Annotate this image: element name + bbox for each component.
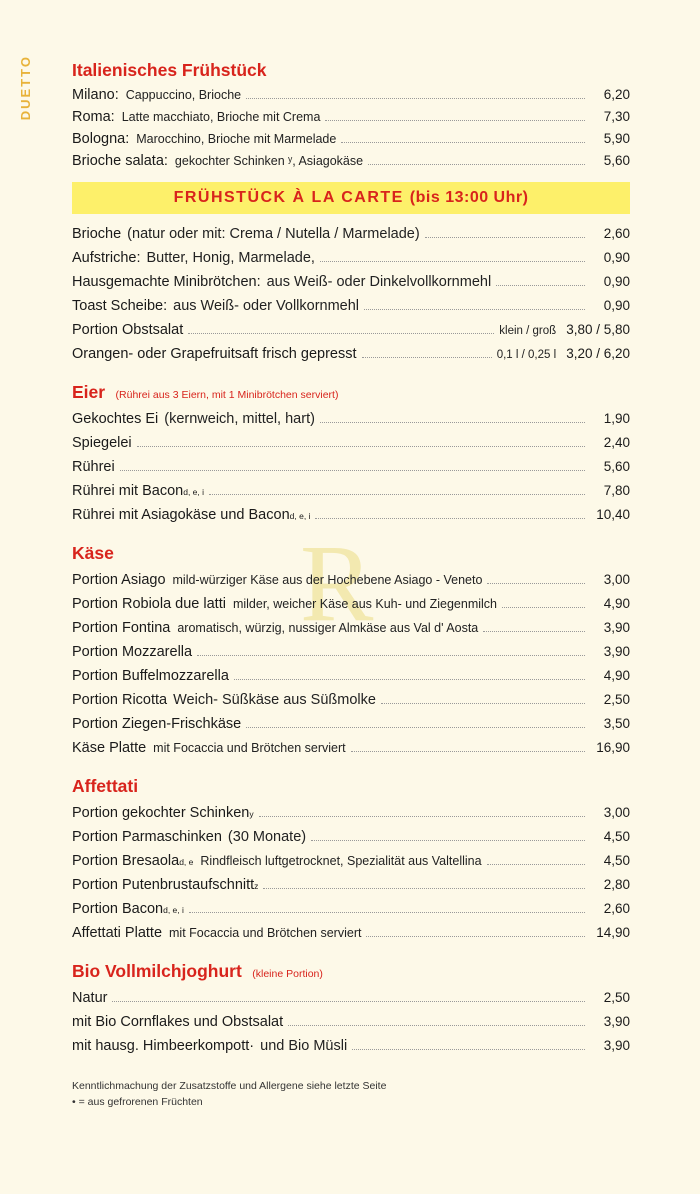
section-kaese xyxy=(72,543,630,756)
section-title-italienisches-fruehstueck: Italienisches Frühstück xyxy=(72,60,267,80)
item-name: Rührei mit Bacon xyxy=(72,483,184,499)
item-name: Rührei xyxy=(72,459,115,475)
leader-dots xyxy=(320,261,585,262)
menu-row xyxy=(72,644,630,660)
item-description: mit Focaccia und Brötchen serviert xyxy=(153,741,346,755)
item-price: 4,50 xyxy=(603,853,630,868)
section-title-affettati: Affettati xyxy=(72,776,139,796)
menu-row xyxy=(72,153,630,169)
item-name: Portion Fontina xyxy=(72,620,171,636)
menu-row xyxy=(72,620,630,636)
section-a-la-carte-items xyxy=(72,226,630,362)
item-price: 3,90 xyxy=(603,1014,630,1029)
menu-row xyxy=(72,1038,630,1054)
item-price: 2,60 xyxy=(603,226,630,241)
item-name: Brioche salata: xyxy=(72,153,168,169)
section-affettati xyxy=(72,776,630,941)
item-name: Portion Mozzarella xyxy=(72,644,193,660)
leader-dots xyxy=(259,816,585,817)
item-description: Butter, Honig, Marmelade, xyxy=(146,250,315,266)
menu-row xyxy=(72,829,630,845)
item-price: 3,90 xyxy=(603,620,630,635)
item-name: Portion Ricotta xyxy=(72,692,168,708)
item-price: 10,40 xyxy=(596,507,630,522)
item-price: 4,90 xyxy=(603,596,630,611)
menu-row xyxy=(72,990,630,1006)
section-subtitle-joghurt: (kleine Portion) xyxy=(252,968,323,980)
item-description: Cappuccino, Brioche xyxy=(125,88,242,102)
item-name: Portion gekochter Schinken xyxy=(72,805,250,821)
leader-dots xyxy=(263,888,585,889)
leader-dots xyxy=(189,912,585,913)
item-price: 3,80 / 5,80 xyxy=(566,322,630,337)
item-description: aus Weiß- oder Vollkornmehl xyxy=(173,298,360,314)
item-price: 0,90 xyxy=(603,250,630,265)
menu-row xyxy=(72,109,630,125)
item-name: Aufstriche: xyxy=(72,250,141,266)
menu-row xyxy=(72,1014,630,1030)
leader-dots xyxy=(362,357,492,358)
item-name: Bologna: xyxy=(72,131,130,147)
menu-page xyxy=(72,0,630,1111)
a-la-carte-banner xyxy=(72,182,630,214)
item-description: und Bio Müsli xyxy=(260,1038,348,1054)
item-price: 3,50 xyxy=(603,716,630,731)
item-price: 14,90 xyxy=(596,925,630,940)
item-name: Portion Parmaschinken xyxy=(72,829,222,845)
item-price: 16,90 xyxy=(596,740,630,755)
section-title-eier: Eier xyxy=(72,382,106,402)
menu-row xyxy=(72,131,630,147)
item-price: 3,00 xyxy=(603,572,630,587)
menu-row xyxy=(72,346,630,362)
item-price: 2,40 xyxy=(603,435,630,450)
item-description: (kernweich, mittel, hart) xyxy=(164,411,315,427)
section-joghurt xyxy=(72,961,630,1054)
leader-dots xyxy=(234,679,585,680)
menu-row xyxy=(72,668,630,684)
menu-row xyxy=(72,274,630,290)
item-price: 4,90 xyxy=(603,668,630,683)
item-price: 5,60 xyxy=(603,459,630,474)
item-price: 7,80 xyxy=(603,483,630,498)
item-description: mit Focaccia und Brötchen serviert xyxy=(169,926,362,940)
footer-line-2: • = aus gefrorenen Früchten xyxy=(72,1096,203,1109)
leader-dots xyxy=(320,422,585,423)
item-price: 2,50 xyxy=(603,990,630,1005)
item-price: 6,20 xyxy=(603,87,630,102)
leader-dots xyxy=(368,164,585,165)
menu-row xyxy=(72,716,630,732)
item-name: Roma: xyxy=(72,109,115,125)
item-name: Portion Bacon xyxy=(72,901,164,917)
leader-dots xyxy=(352,1049,585,1050)
item-name: Portion Buffelmozzarella xyxy=(72,668,229,684)
menu-row xyxy=(72,596,630,612)
item-description: (natur oder mit: Crema / Nutella / Marmelade) xyxy=(127,226,420,242)
section-title-kaese: Käse xyxy=(72,543,114,563)
item-name: Spiegelei xyxy=(72,435,132,451)
item-price: 1,90 xyxy=(603,411,630,426)
item-name: Affettati Platte xyxy=(72,925,163,941)
section-italienisches-fruehstueck-items xyxy=(72,87,630,169)
item-name: Rührei mit Asiagokäse und Bacon xyxy=(72,507,290,523)
item-description: mild-würziger Käse aus der Hochebene Asiago - Veneto xyxy=(172,573,483,587)
banner-time: (bis 13:00 Uhr) xyxy=(409,189,529,206)
item-name: Portion Obstsalat xyxy=(72,322,184,338)
item-name: Käse Platte xyxy=(72,740,147,756)
item-description: Weich- Süßkäse aus Süßmolke xyxy=(173,692,376,708)
item-name: Brioche xyxy=(72,226,122,242)
menu-row: Portion gekochter Schinken y 3,00 xyxy=(72,805,630,821)
item-name: Portion Robiola due latti xyxy=(72,596,226,612)
item-price: 7,30 xyxy=(603,109,630,124)
menu-row: Portion Bresaola d, e Rindfleisch luftgetrocknet, Spezialität aus Valtellina 4,50 xyxy=(72,853,630,869)
leader-dots xyxy=(112,1001,585,1002)
item-price: 2,80 xyxy=(603,877,630,892)
leader-dots xyxy=(341,142,585,143)
item-price: 2,60 xyxy=(603,901,630,916)
leader-dots xyxy=(288,1025,585,1026)
item-description: Rindfleisch luftgetrocknet, Spezialität aus Valtellina xyxy=(200,854,482,868)
menu-row xyxy=(72,226,630,242)
menu-row xyxy=(72,435,630,451)
item-name: Orangen- oder Grapefruitsaft frisch gepresst xyxy=(72,346,357,362)
leader-dots xyxy=(351,751,585,752)
menu-row xyxy=(72,925,630,941)
menu-row: Portion Putenbrustaufschnitt z 2,80 xyxy=(72,877,630,893)
leader-dots xyxy=(188,333,494,334)
menu-row xyxy=(72,459,630,475)
item-price: 0,90 xyxy=(603,274,630,289)
menu-row xyxy=(72,692,630,708)
item-name: Toast Scheibe: xyxy=(72,298,168,314)
leader-dots xyxy=(137,446,585,447)
menu-row: Portion Bacon d, e, i 2,60 xyxy=(72,901,630,917)
leader-dots xyxy=(502,607,585,608)
item-description: Marocchino, Brioche mit Marmelade xyxy=(136,132,337,146)
leader-dots xyxy=(246,727,585,728)
item-price: 3,90 xyxy=(603,644,630,659)
item-portion-note: klein / groß xyxy=(499,325,557,337)
menu-row xyxy=(72,322,630,338)
item-name: Portion Bresaola xyxy=(72,853,180,869)
leader-dots xyxy=(487,583,585,584)
menu-row: Rührei mit Bacon d, e, i 7,80 xyxy=(72,483,630,499)
item-description: milder, weicher Käse aus Kuh- und Ziegenmilch xyxy=(232,597,497,611)
leader-dots xyxy=(425,237,585,238)
banner-label: FRÜHSTÜCK À LA CARTE xyxy=(173,189,404,206)
leader-dots xyxy=(381,703,585,704)
watermark-logo: R xyxy=(300,522,362,644)
item-price: 0,90 xyxy=(603,298,630,313)
brand-side-label: DUETTO xyxy=(18,55,33,121)
item-description: (30 Monate) xyxy=(227,829,307,845)
item-price: 3,00 xyxy=(603,805,630,820)
item-name: Portion Putenbrustaufschnitt xyxy=(72,877,255,893)
item-price: 3,90 xyxy=(603,1038,630,1053)
item-price: 5,90 xyxy=(603,131,630,146)
item-name: Gekochtes Ei xyxy=(72,411,159,427)
leader-dots xyxy=(366,936,585,937)
item-name: Portion Ziegen-Frischkäse xyxy=(72,716,242,732)
menu-row xyxy=(72,87,630,103)
leader-dots xyxy=(246,98,585,99)
item-name: Milano: xyxy=(72,87,119,103)
leader-dots xyxy=(487,864,585,865)
menu-row xyxy=(72,298,630,314)
menu-row xyxy=(72,572,630,588)
leader-dots xyxy=(209,494,585,495)
menu-row xyxy=(72,411,630,427)
item-price: 4,50 xyxy=(603,829,630,844)
item-name: Hausgemachte Minibrötchen: xyxy=(72,274,261,290)
leader-dots xyxy=(315,518,585,519)
leader-dots xyxy=(311,840,585,841)
footer-notes xyxy=(72,1078,630,1111)
leader-dots xyxy=(496,285,585,286)
item-name: mit Bio Cornflakes und Obstsalat xyxy=(72,1014,284,1030)
item-name: Portion Asiago xyxy=(72,572,166,588)
item-name: mit hausg. Himbeerkompott· xyxy=(72,1038,255,1054)
leader-dots xyxy=(120,470,585,471)
section-subtitle-eier: (Rührei aus 3 Eiern, mit 1 Minibrötchen serviert) xyxy=(115,389,339,401)
item-description: gekochter Schinken ʸ, Asiagokäse xyxy=(174,154,364,168)
item-portion-note: 0,1 l / 0,25 l xyxy=(496,349,557,361)
section-title-joghurt: Bio Vollmilchjoghurt xyxy=(72,961,242,981)
item-price: 5,60 xyxy=(603,153,630,168)
item-name: Natur xyxy=(72,990,108,1006)
section-eier xyxy=(72,382,630,523)
leader-dots xyxy=(483,631,585,632)
leader-dots xyxy=(197,655,585,656)
menu-row xyxy=(72,740,630,756)
item-price: 3,20 / 6,20 xyxy=(566,346,630,361)
item-description: aromatisch, würzig, nussiger Almkäse aus Val d' Aosta xyxy=(177,621,479,635)
leader-dots xyxy=(325,120,585,121)
item-price: 2,50 xyxy=(603,692,630,707)
leader-dots xyxy=(364,309,585,310)
menu-row xyxy=(72,250,630,266)
item-description: Latte macchiato, Brioche mit Crema xyxy=(121,110,321,124)
item-description: aus Weiß- oder Dinkelvollkornmehl xyxy=(266,274,492,290)
menu-row: Rührei mit Asiagokäse und Bacon d, e, i 10,40 xyxy=(72,507,630,523)
footer-line-1: Kenntlichmachung der Zusatzstoffe und Allergene siehe letzte Seite xyxy=(72,1080,387,1092)
